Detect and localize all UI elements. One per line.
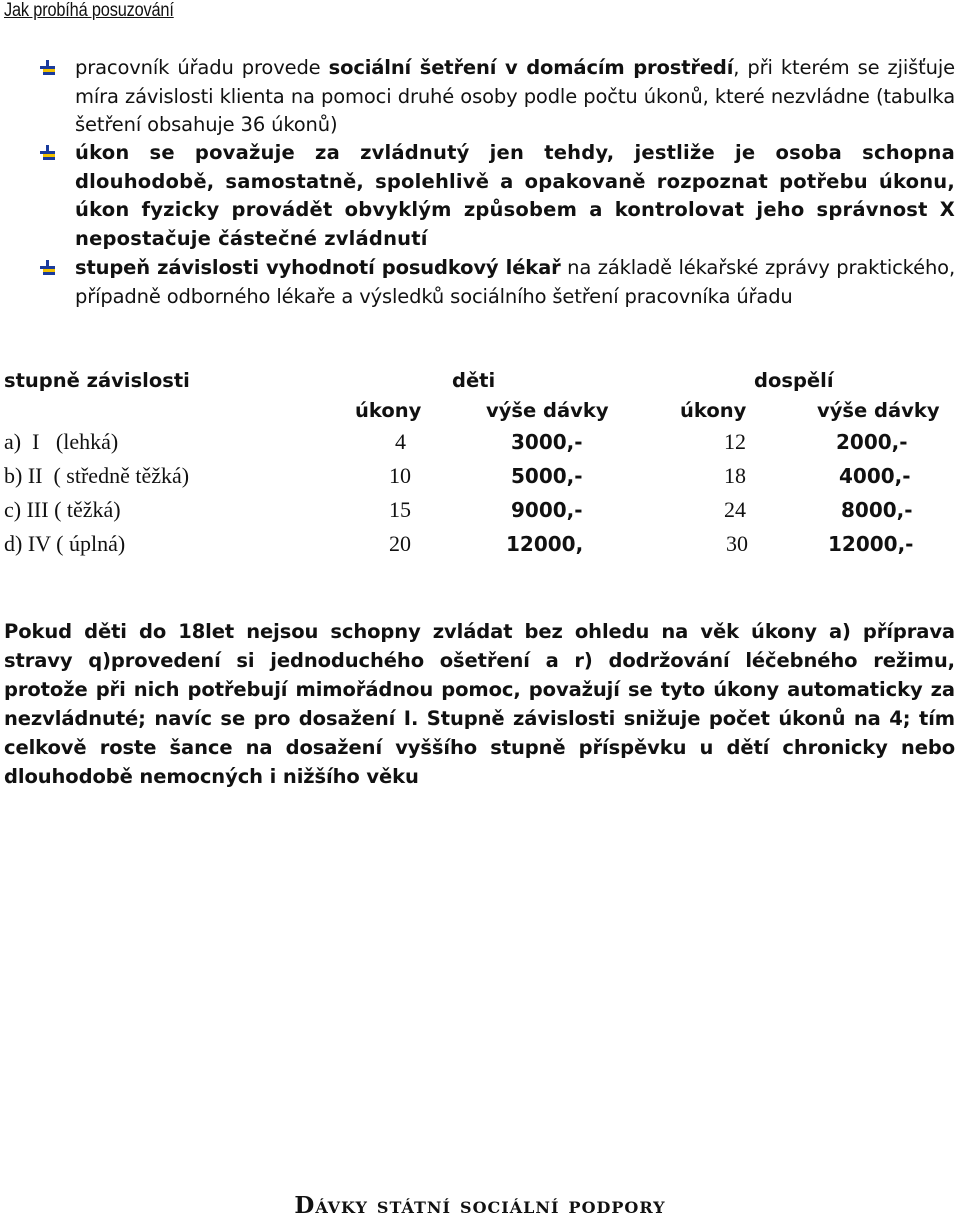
table-row-child-acts: 4 — [395, 429, 406, 454]
bullet-segment: , při kterém se zjišťuje míra závislosti klienta na pomoci druhé osoby podle počtu úkonů, které nezvládne (tabulka šetření obsahuje 36 úkonů) — [75, 56, 955, 136]
col-header-child-acts: úkony — [355, 399, 422, 422]
bullet-text — [75, 254, 955, 311]
group-adults: dospělí — [754, 369, 834, 392]
table-row-child-amount: 9000,- — [511, 498, 583, 522]
table-row-child-amount: 12000, — [506, 532, 584, 556]
table-row-adult-acts: 18 — [724, 463, 746, 488]
col-header-adult-amount: výše dávky — [817, 399, 940, 422]
bullet-segment-bold: úkon se považuje za zvládnutý jen tehdy, jestliže je osoba schopna dlouhodobě, samostatně, spolehlivě a opakovaně rozpoznat potřebu úkonu, úkon fyzicky provádět obvyklým způsobem a kontrolovat jeho správnost X nepostačuje částečné zvládnutí — [75, 141, 955, 250]
table-row-adult-amount: 8000,- — [841, 498, 913, 522]
bullet-text — [75, 54, 955, 140]
footer-title: Dávky státní sociální podpory — [294, 1192, 666, 1219]
bullet-segment-bold: sociální šetření v domácím prostředí — [328, 56, 734, 79]
bullet-text — [75, 139, 955, 253]
table-row-child-acts: 20 — [389, 531, 411, 556]
table-label: stupně závislosti — [4, 369, 190, 392]
bullet-segment: na základě lékařské zprávy praktického, případně odborného lékaře a výsledků sociálního šetření pracovníka úřadu — [75, 256, 955, 308]
bullet-arrow-icon — [40, 60, 58, 76]
table-row-degree: a) I (lehká) — [4, 429, 119, 454]
group-children: děti — [452, 369, 496, 392]
bullet-segment-bold: stupeň závislosti vyhodnotí posudkový lékař — [75, 256, 561, 279]
table-row-child-amount: 3000,- — [511, 430, 583, 454]
table-row-adult-amount: 12000,- — [828, 532, 914, 556]
table-row-child-acts: 15 — [389, 497, 411, 522]
table-row-child-acts: 10 — [389, 463, 411, 488]
table-row-adult-acts: 24 — [724, 497, 746, 522]
table-row-adult-acts: 12 — [724, 429, 746, 454]
table-row-child-amount: 5000,- — [511, 464, 583, 488]
table-row-adult-amount: 2000,- — [836, 430, 908, 454]
table-row-degree: b) II ( středně těžká) — [4, 463, 190, 488]
col-header-adult-acts: úkony — [680, 399, 747, 422]
table-row-adult-acts: 30 — [726, 531, 748, 556]
table-row-degree: c) III ( těžká) — [4, 497, 121, 522]
bullet-arrow-icon — [40, 145, 58, 161]
col-header-child-amount: výše dávky — [486, 399, 609, 422]
bullet-segment: pracovník úřadu provede — [75, 56, 329, 79]
bullet-list — [0, 54, 960, 311]
bullet-arrow-icon — [40, 260, 58, 276]
info-paragraph: Pokud děti do 18let nejsou schopny zvládat bez ohledu na věk úkony a) příprava stravy q)provedení si jednoduchého ošetření a r) dodržování léčebného režimu, protože při nich potřebují mimořádnou pomoc, považují se tyto úkony automaticky za nezvládnuté; navíc se pro dosažení I. Stupně závislosti snižuje počet úkonů na 4; tím celkově roste šance na dosažení vyššího stupně příspěvku u dětí chronicky nebo dlouhodobě nemocných i nižšího věku — [4, 620, 955, 788]
bullet-item — [0, 254, 960, 311]
table-row-degree: d) IV ( úplná) — [4, 531, 126, 556]
table-row-adult-amount: 4000,- — [839, 464, 911, 488]
bullet-item — [0, 139, 960, 254]
section-heading: Jak probíhá posuzování — [4, 0, 174, 21]
bullet-item — [0, 54, 960, 139]
